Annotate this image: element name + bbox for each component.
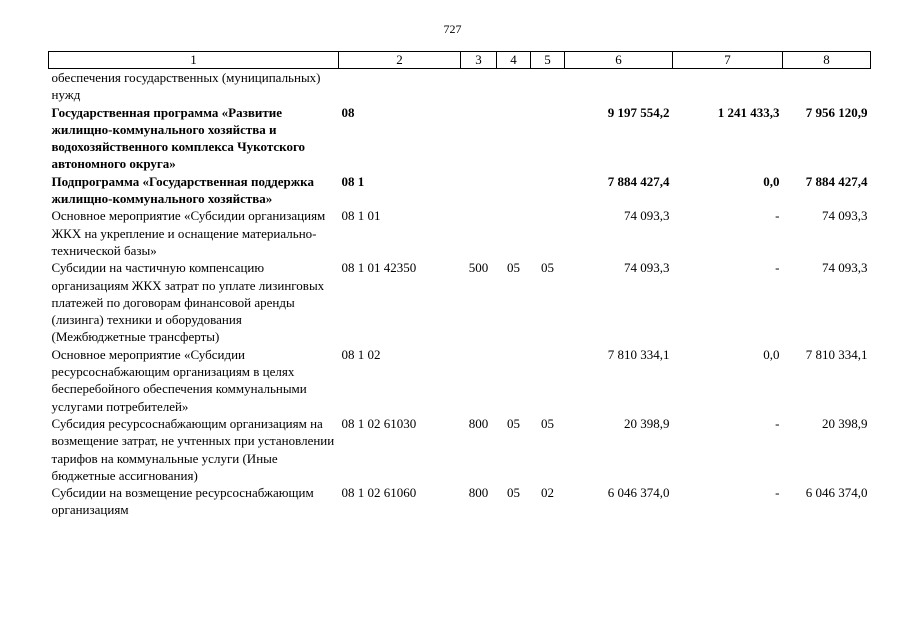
item-name: Субсидия ресурсоснабжающим организациям на возмещение затрат, не учтенных при установлении тарифов на коммунальные услуги (Иные бюджетные ассигнования) bbox=[51, 415, 335, 483]
section-code bbox=[497, 104, 531, 173]
item-name: Подпрограмма «Государственная поддержка жилищно-коммунального хозяйства» bbox=[51, 173, 314, 207]
program-code: 08 bbox=[341, 104, 355, 120]
amount-total: 6 046 374,0 bbox=[607, 485, 670, 501]
amount-total: 7 810 334,1 bbox=[607, 346, 670, 362]
expense-type bbox=[461, 104, 497, 173]
section-code bbox=[497, 207, 531, 259]
amount-col8: 74 093,3 bbox=[822, 208, 868, 224]
item-name: Государственная программа «Развитие жилищно-коммунального хозяйства и водохозяйственного комплекса Чукотского автономного округа» bbox=[51, 104, 306, 172]
page-number: 727 bbox=[443, 22, 462, 36]
subsection-code bbox=[531, 207, 565, 259]
amount-col8: 7 810 334,1 bbox=[805, 346, 868, 362]
section-code: 05 bbox=[507, 485, 520, 501]
subsection-code: 02 bbox=[541, 485, 554, 501]
table-row bbox=[49, 207, 871, 259]
table-row bbox=[49, 104, 871, 173]
column-header: 8 bbox=[783, 52, 871, 69]
section-code: 05 bbox=[507, 260, 520, 276]
column-header: 4 bbox=[497, 52, 531, 69]
subsection-code: 05 bbox=[541, 415, 554, 431]
program-code: 08 1 02 bbox=[341, 346, 381, 362]
amount-total: 9 197 554,2 bbox=[607, 104, 670, 120]
expense-type bbox=[461, 69, 497, 104]
section-code bbox=[497, 69, 531, 104]
table-row bbox=[49, 259, 871, 345]
column-header: 3 bbox=[461, 52, 497, 69]
item-name: обеспечения государственных (муниципальных) нужд bbox=[51, 70, 321, 103]
amount-col7: - bbox=[775, 208, 780, 224]
item-name: Субсидии на частичную компенсацию организациям ЖКХ затрат по уплате лизинговых платежей по договорам финансовой аренды (лизинга) техники и оборудования (Межбюджетные трансферты) bbox=[51, 260, 325, 345]
column-header: 2 bbox=[339, 52, 461, 69]
expense-type: 800 bbox=[468, 485, 489, 501]
table-row bbox=[49, 69, 871, 104]
amount-col7: 0,0 bbox=[763, 346, 780, 362]
section-code bbox=[497, 346, 531, 415]
amount-col7: - bbox=[775, 260, 780, 276]
table-body bbox=[49, 69, 871, 519]
item-name: Субсидии на возмещение ресурсоснабжающим организациям bbox=[51, 485, 314, 518]
program-code: 08 1 02 61030 bbox=[341, 415, 417, 431]
expense-type bbox=[461, 173, 497, 208]
column-header: 6 bbox=[565, 52, 673, 69]
section-code bbox=[497, 173, 531, 208]
amount-col7: - bbox=[775, 415, 780, 431]
amount-total: 74 093,3 bbox=[624, 260, 670, 276]
amount-col7: 0,0 bbox=[763, 173, 780, 189]
item-name: Основное мероприятие «Субсидии организациям ЖКХ на укрепление и оснащение материально-технической базы» bbox=[51, 208, 326, 258]
amount-col8: 20 398,9 bbox=[822, 415, 868, 431]
item-name: Основное мероприятие «Субсидии ресурсоснабжающим организациям в целях бесперебойного обеспечения коммунальными услугами потребителей» bbox=[51, 346, 307, 414]
subsection-code bbox=[531, 104, 565, 173]
amount-total: 74 093,3 bbox=[624, 208, 670, 224]
table-row bbox=[49, 346, 871, 415]
amount-col7: - bbox=[775, 485, 780, 501]
amount-col7: 1 241 433,3 bbox=[717, 104, 780, 120]
expense-type bbox=[461, 207, 497, 259]
column-header: 5 bbox=[531, 52, 565, 69]
program-code: 08 1 bbox=[341, 173, 365, 189]
amount-col8: 6 046 374,0 bbox=[805, 485, 868, 501]
amount-col8: 7 884 427,4 bbox=[805, 173, 868, 189]
column-header: 7 bbox=[673, 52, 783, 69]
program-code: 08 1 01 bbox=[341, 208, 381, 224]
amount-total: 20 398,9 bbox=[624, 415, 670, 431]
subsection-code: 05 bbox=[541, 260, 554, 276]
program-code bbox=[339, 69, 461, 104]
expense-type bbox=[461, 346, 497, 415]
expense-type: 500 bbox=[468, 260, 489, 276]
column-header: 1 bbox=[49, 52, 339, 69]
subsection-code bbox=[531, 69, 565, 104]
amount-total: 7 884 427,4 bbox=[607, 173, 670, 189]
section-code: 05 bbox=[507, 415, 520, 431]
budget-table bbox=[48, 51, 871, 519]
amount-col8: 74 093,3 bbox=[822, 260, 868, 276]
amount-col8 bbox=[783, 69, 871, 104]
table-row bbox=[49, 415, 871, 484]
table-row bbox=[49, 484, 871, 519]
amount-col8: 7 956 120,9 bbox=[805, 104, 868, 120]
amount-col7 bbox=[673, 69, 783, 104]
program-code: 08 1 01 42350 bbox=[341, 260, 417, 276]
expense-type: 800 bbox=[468, 415, 489, 431]
program-code: 08 1 02 61060 bbox=[341, 485, 417, 501]
amount-total bbox=[565, 69, 673, 104]
header-row bbox=[49, 52, 871, 69]
subsection-code bbox=[531, 173, 565, 208]
table-row bbox=[49, 173, 871, 208]
subsection-code bbox=[531, 346, 565, 415]
